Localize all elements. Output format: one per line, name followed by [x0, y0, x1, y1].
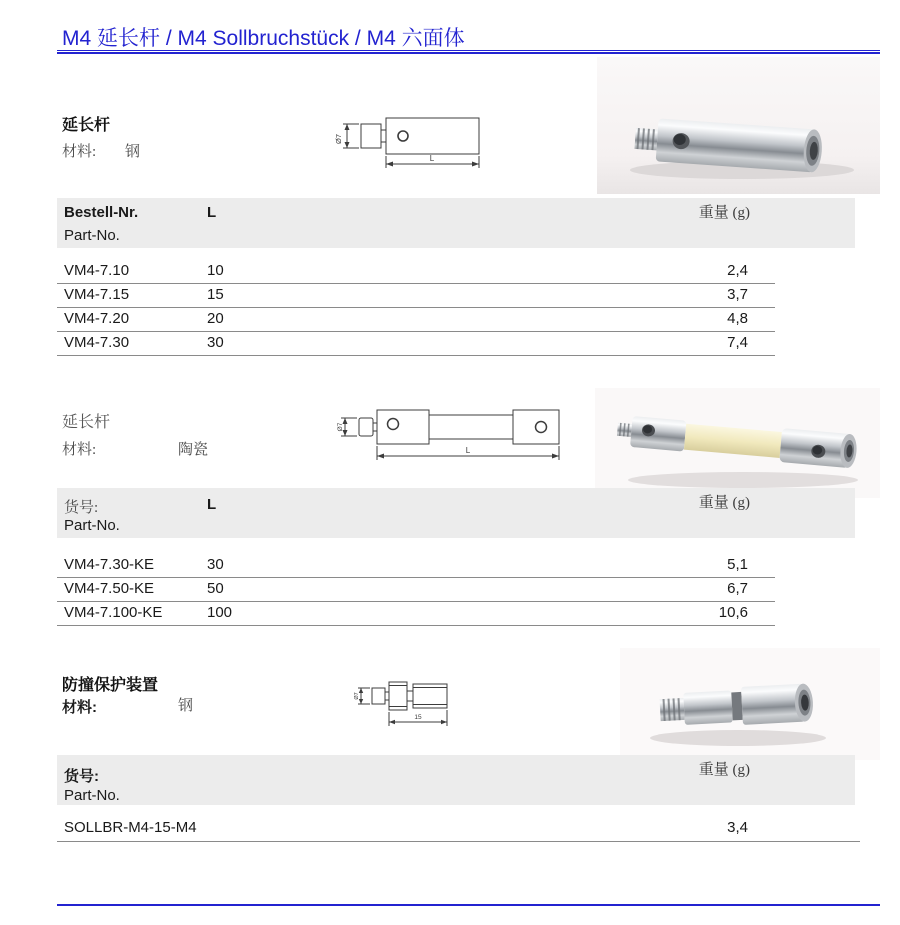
part-no-cell: VM4-7.30 [64, 334, 130, 351]
order-no-header: Bestell-Nr. [64, 204, 139, 221]
section-title-breakaway: 防撞保护装置 [62, 677, 159, 694]
weight-cell: 5,1 [727, 556, 748, 573]
table-row [57, 601, 775, 626]
steel-rod-drawing [333, 108, 483, 172]
section-title-steel-rod: 延长杆 [62, 117, 111, 134]
length-dimension-label: L [429, 154, 435, 163]
table-row [57, 331, 775, 356]
weight-cell: 2,4 [727, 262, 748, 279]
weight-header: 重量 (g) [698, 762, 750, 778]
material-label: 材料: [62, 699, 97, 716]
part-no-cell: VM4-7.15 [64, 286, 130, 303]
title-rule-thin [57, 50, 880, 51]
length-cell: 50 [207, 580, 224, 597]
order-no-header: 货号: [64, 500, 99, 516]
steel-rod-photo [597, 57, 880, 194]
table-row [57, 577, 775, 602]
ceramic-rod-render [595, 388, 880, 498]
weight-cell: 6,7 [727, 580, 748, 597]
part-no-cell: VM4-7.100-KE [64, 604, 163, 621]
breakaway-render [620, 648, 880, 760]
weight-cell: 3,4 [727, 819, 748, 836]
dia-dimension-label: Ø7 [337, 422, 344, 432]
length-cell: 20 [207, 310, 224, 327]
length-dimension-label: 15 [414, 714, 422, 721]
ceramic-rod-photo [595, 388, 880, 498]
table-row [57, 307, 775, 332]
part-no-cell: VM4-7.50-KE [64, 580, 155, 597]
weight-cell: 4,8 [727, 310, 748, 327]
table-row [57, 283, 775, 308]
title-rule-thick [57, 52, 880, 54]
steel-rod-render [597, 57, 880, 194]
length-dimension-label: L [465, 446, 471, 455]
length-cell: 15 [207, 286, 224, 303]
page-title: M4 延长杆 / M4 Sollbruchstück / M4 六面体 [62, 27, 465, 50]
part-no-cell: VM4-7.10 [64, 262, 130, 279]
table-row [57, 814, 860, 842]
material-label: 材料: [62, 144, 97, 160]
material-label: 材料: [62, 442, 97, 458]
weight-cell: 7,4 [727, 334, 748, 351]
weight-header: 重量 (g) [698, 205, 750, 221]
part-no-cell: VM4-7.20 [64, 310, 130, 327]
material-value: 钢 [178, 698, 194, 714]
table-header-ceramic [57, 488, 855, 538]
length-cell: 10 [207, 262, 224, 279]
part-no-header: Part-No. [64, 787, 120, 804]
length-cell: 30 [207, 334, 224, 351]
material-value: 钢 [125, 144, 141, 160]
part-no-cell: VM4-7.30-KE [64, 556, 155, 573]
weight-cell: 10,6 [718, 604, 748, 621]
table-row [57, 259, 775, 284]
length-header: L [207, 204, 217, 221]
part-no-cell: SOLLBR-M4-15-M4 [64, 819, 197, 836]
length-header: L [207, 496, 217, 513]
table-row [57, 553, 775, 578]
dia-dimension-label: Ø7 [354, 692, 360, 700]
section-title-ceramic-rod: 延长杆 [62, 414, 111, 431]
footer-rule [57, 904, 880, 906]
table-header-steel [57, 198, 855, 248]
material-value: 陶瓷 [178, 442, 209, 458]
weight-cell: 3,7 [727, 286, 748, 303]
breakaway-photo [620, 648, 880, 760]
weight-header: 重量 (g) [698, 495, 750, 511]
ceramic-rod-drawing [333, 398, 563, 464]
dia-dimension-label: Ø7 [334, 133, 343, 145]
length-cell: 100 [207, 604, 233, 621]
table-header-breakaway [57, 755, 855, 805]
part-no-header: Part-No. [64, 227, 120, 244]
part-no-header: Part-No. [64, 517, 120, 534]
order-no-header: 货号: [64, 768, 99, 785]
length-cell: 30 [207, 556, 224, 573]
breakaway-drawing [352, 668, 452, 730]
